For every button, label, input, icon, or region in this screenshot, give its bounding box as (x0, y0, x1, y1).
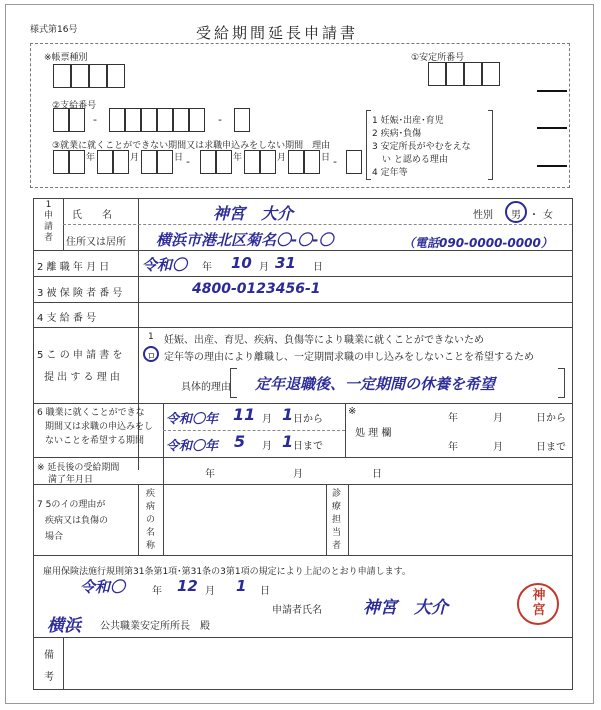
reason-option-1[interactable]: 妊娠、出産、育児、疾病、負傷等により職業に就くことができないため (164, 335, 484, 346)
form-number: 様式第16号 (30, 25, 78, 35)
concrete-reason-value[interactable]: 定年退職後、一定期間の休養を希望 (255, 375, 496, 393)
mark-line (537, 165, 567, 167)
insured-number-label: 3 被 保 険 者 番 号 (37, 288, 123, 299)
payment-number-label: ②支給番号 (52, 101, 97, 111)
remarks-label: 備 考 (44, 650, 54, 683)
gender-female[interactable]: 女 (543, 210, 553, 221)
form-title: 受給期間延長申請書 (196, 24, 359, 42)
illness-row-label: 7 5のイの理由が 疾病又は負傷の 場合 (37, 500, 109, 542)
applicant-signature[interactable]: 神宮 大介 (363, 598, 448, 618)
name-value[interactable]: 神宮 大介 (213, 204, 294, 223)
office-city[interactable]: 横浜 (47, 616, 81, 636)
doctor-label: 診 療 担 当 者 (332, 489, 342, 551)
reason-option-2[interactable]: 定年等の理由により離職し、一定期間求職の申し込みをしないことを希望するため (164, 352, 534, 363)
reason-selected-circle (143, 346, 159, 362)
insured-number-value[interactable]: 4800-0123456-1 (192, 281, 321, 297)
process-field-label: 処 理 欄 (355, 428, 392, 439)
phone-value[interactable]: （電話090-0000-0000） (403, 236, 553, 250)
period-row-label: 6 職業に就くことができな 期間又は求職の申込みをし ないことを希望する期間 (37, 408, 154, 446)
mark-line (537, 127, 567, 129)
form-type-label: ※帳票種別 (44, 53, 88, 63)
applicant-section-label: 1 申 請 者 (44, 200, 54, 243)
seal-stamp-icon: 神宮 (517, 583, 559, 625)
gender-selected-circle (505, 201, 527, 223)
mark-line (537, 90, 567, 92)
leave-date-label: 2 離 職 年 月 日 (37, 262, 110, 273)
address-label: 住所又は居所 (66, 237, 126, 248)
office-number-label: ①安定所番号 (411, 53, 465, 63)
gender-label: 性別 (473, 210, 493, 221)
office-suffix: 公共職業安定所所長 殿 (100, 621, 210, 632)
disease-name-label: 疾 病 の 名 称 (146, 489, 156, 551)
statement: 雇用保険法施行規則第31条第1項･第31条の3第1項の規定により上記のとおり申請します。 (43, 567, 411, 577)
period-label: ③就業に就くことができない期間又は求職申込みをしない期間 理由 (52, 141, 331, 151)
address-value[interactable]: 横浜市港北区菊名〇-〇-〇 (156, 231, 334, 249)
name-label: 氏 名 (72, 210, 112, 221)
payment-number-row-label: 4 支 給 番 号 (37, 313, 97, 324)
gender-male[interactable]: 男 (511, 210, 521, 221)
